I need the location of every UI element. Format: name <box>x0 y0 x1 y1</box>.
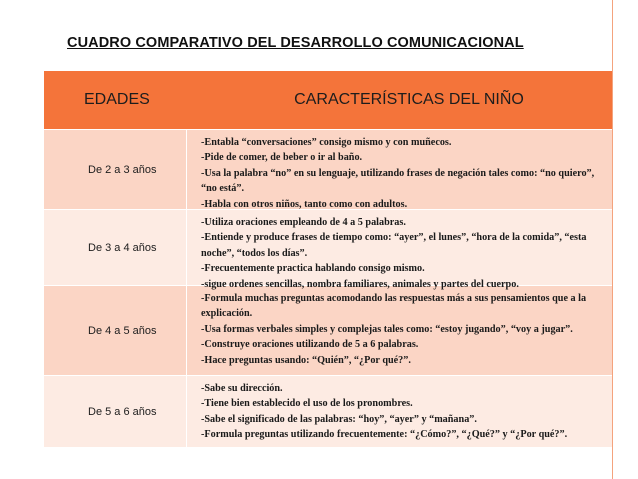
table-row <box>44 209 612 290</box>
characteristic-line: -Construye oraciones utilizando de 5 a 6 palabras. <box>201 339 419 351</box>
characteristic-line: -Entabla “conversaciones” consigo mismo y con muñecos. <box>201 137 452 148</box>
header-characteristics: CARACTERÍSTICAS DEL NIÑO <box>294 91 524 108</box>
header-ages: EDADES <box>84 91 150 108</box>
characteristic-line: -Formula preguntas utilizando frecuentemente: “¿Cómo?”, “¿Qué?” y “¿Por qué?”. <box>201 429 568 441</box>
table-row <box>44 375 612 447</box>
comparison-table <box>44 71 612 447</box>
characteristics-cell <box>187 286 612 375</box>
characteristic-line: -Sabe el significado de las palabras: “hoy”, “ayer” y “mañana”. <box>201 413 477 425</box>
characteristics-cell <box>187 130 612 209</box>
characteristic-line: -Utiliza oraciones empleando de 4 a 5 palabras. <box>201 217 406 228</box>
characteristic-line: -sigue ordenes sencillas, nombra familiares, animales y partes del cuerpo. <box>201 278 519 290</box>
characteristics-cell <box>187 376 612 447</box>
table-row <box>44 285 612 375</box>
page-title: CUADRO COMPARATIVO DEL DESARROLLO COMUNICACIONAL <box>67 35 524 51</box>
characteristic-line: -Sabe su dirección. <box>201 383 283 394</box>
table-row <box>44 129 612 209</box>
characteristic-line: -Formula muchas preguntas acomodando las respuestas más a sus pensamientos que a la explicación. <box>201 293 587 320</box>
age-cell: De 3 a 4 años <box>44 210 187 285</box>
age-cell: De 5 a 6 años <box>44 376 187 447</box>
characteristic-line: -Pide de comer, de beber o ir al baño. <box>201 152 363 164</box>
characteristic-line: -Frecuentemente practica hablando consigo mismo. <box>201 263 425 275</box>
characteristic-line: -Habla con otros niños, tanto como con adultos. <box>201 198 408 210</box>
age-cell: De 4 a 5 años <box>44 286 187 375</box>
age-cell: De 2 a 3 años <box>44 130 187 209</box>
characteristic-line: -Hace preguntas usando: “Quién”, “¿Por qué?”. <box>201 354 411 366</box>
characteristic-line: -Entiende y produce frases de tiempo como: “ayer”, el lunes”, “hora de la comida”, “esta noche”, “todos los días”. <box>201 232 587 259</box>
characteristics-cell <box>187 210 612 290</box>
slide-border-line <box>612 0 613 479</box>
characteristic-line: -Usa la palabra “no” en su lenguaje, utilizando frases de negación tales como: “no quiero”, “no está”. <box>201 167 595 195</box>
characteristic-line: -Usa formas verbales simples y complejas tales como: “estoy jugando”, “voy a jugar”. <box>201 323 573 335</box>
characteristic-line: -Tiene bien establecido el uso de los pronombres. <box>201 398 413 410</box>
table-header <box>44 71 612 129</box>
